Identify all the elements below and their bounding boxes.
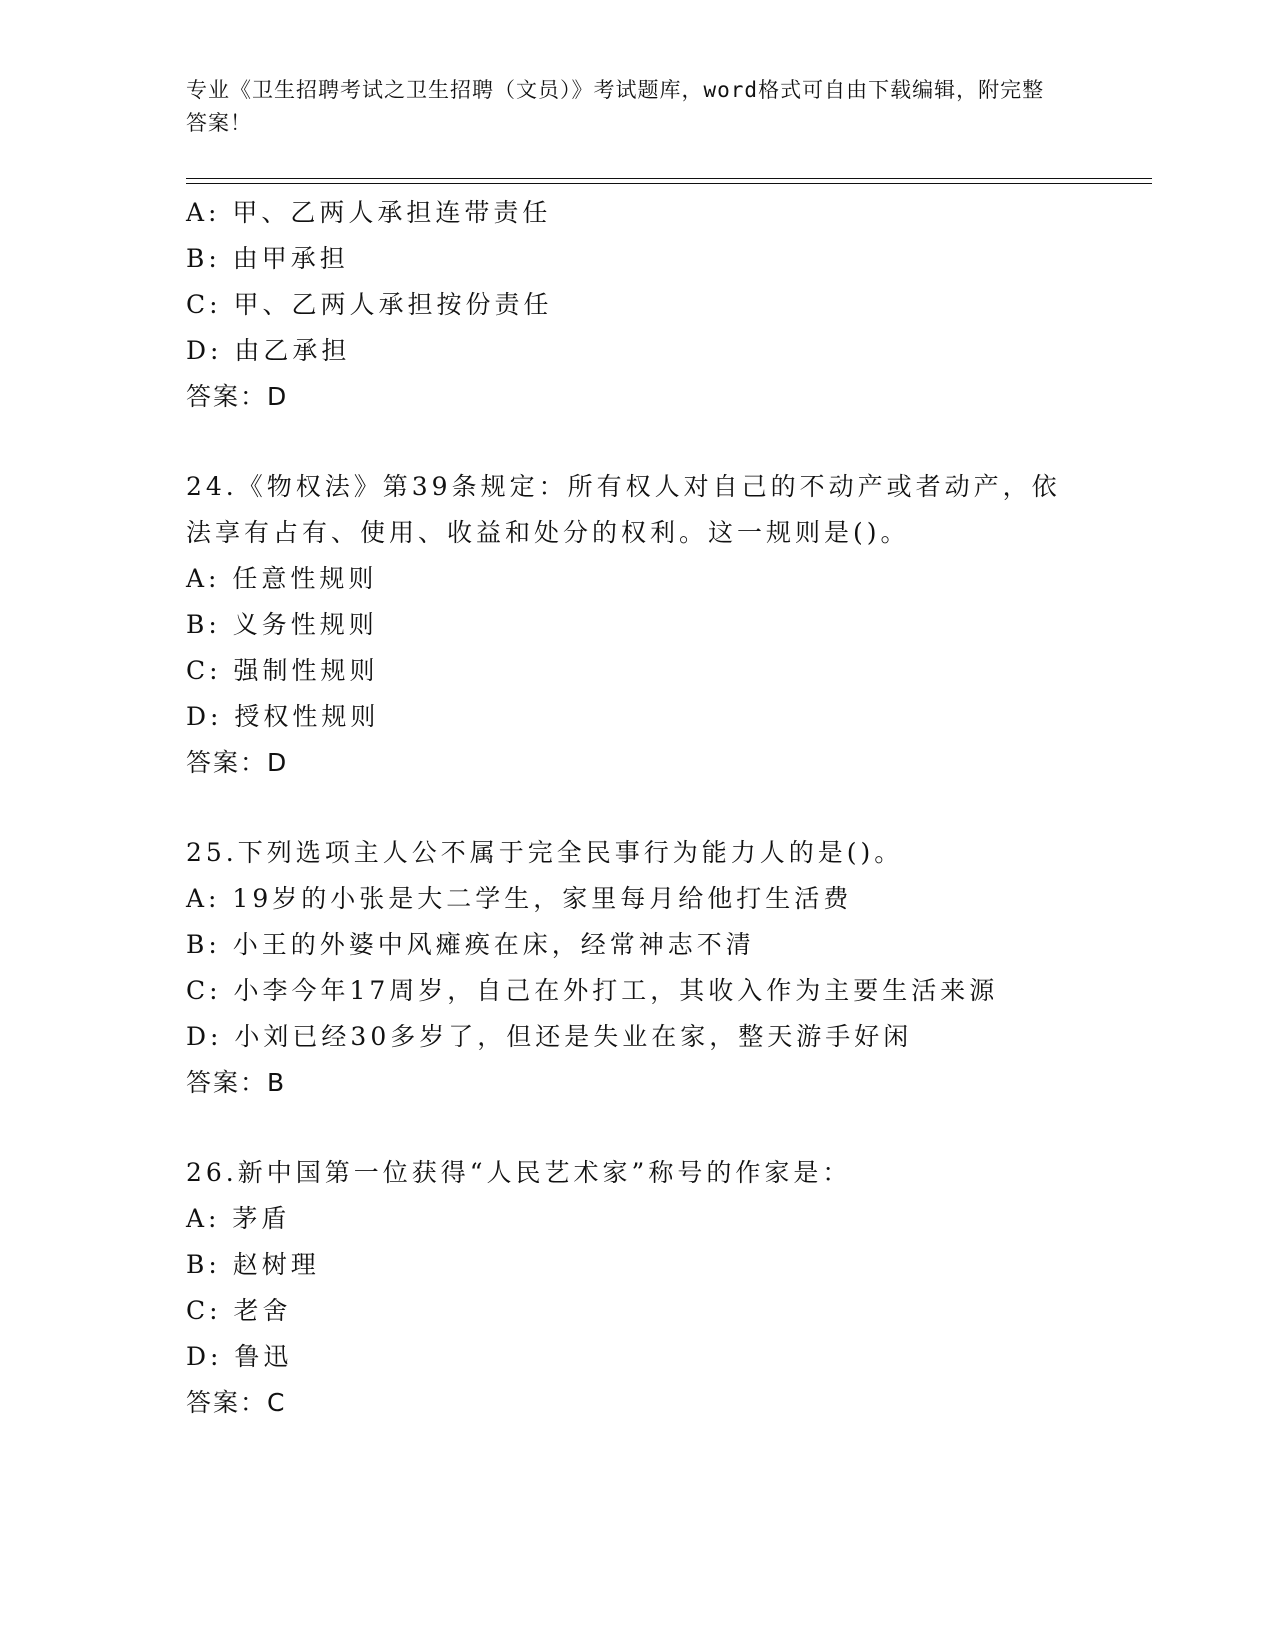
document-header: 专业《卫生招聘考试之卫生招聘（文员）》考试题库，word格式可自由下载编辑，附完整答案！ bbox=[186, 78, 1045, 135]
question-block bbox=[186, 190, 1106, 420]
option-d: D: 鲁迅 bbox=[186, 1342, 293, 1371]
option-b: B: 小王的外婆中风瘫痪在床，经常神志不清 bbox=[186, 930, 755, 959]
answer-line: 答案：D bbox=[186, 748, 289, 777]
option-d: D: 授权性规则 bbox=[186, 702, 380, 731]
option-a: A: 任意性规则 bbox=[186, 564, 378, 593]
answer-line: 答案：C bbox=[186, 1388, 287, 1417]
question-block bbox=[186, 830, 1106, 1106]
header-rule-top bbox=[186, 178, 1152, 179]
option-b: B: 由甲承担 bbox=[186, 244, 349, 273]
option-c: C: 老舍 bbox=[186, 1296, 292, 1325]
option-d: D: 由乙承担 bbox=[186, 336, 351, 365]
option-b: B: 义务性规则 bbox=[186, 610, 378, 639]
option-c: C: 强制性规则 bbox=[186, 656, 379, 685]
option-c: C: 小李今年17周岁，自己在外打工，其收入作为主要生活来源 bbox=[186, 976, 999, 1005]
question-block bbox=[186, 1150, 1106, 1426]
option-b: B: 赵树理 bbox=[186, 1250, 320, 1279]
option-d: D: 小刘已经30多岁了，但还是失业在家，整天游手好闲 bbox=[186, 1022, 913, 1051]
answer-line: 答案：D bbox=[186, 382, 289, 411]
option-c: C: 甲、乙两人承担按份责任 bbox=[186, 290, 553, 319]
question-stem: 25.下列选项主人公不属于完全民事行为能力人的是()。 bbox=[186, 838, 904, 867]
question-block bbox=[186, 464, 1106, 786]
header-rule-bottom bbox=[186, 183, 1152, 184]
answer-line: 答案：B bbox=[186, 1068, 287, 1097]
question-list bbox=[186, 190, 1106, 1426]
question-stem: 法享有占有、使用、收益和处分的权利。这一规则是()。 bbox=[186, 518, 910, 547]
question-stem: 26.新中国第一位获得“人民艺术家”称号的作家是： bbox=[186, 1158, 852, 1187]
option-a: A: 茅盾 bbox=[186, 1204, 291, 1233]
option-a: A: 甲、乙两人承担连带责任 bbox=[186, 198, 552, 227]
question-stem: 24.《物权法》第39条规定：所有权人对自己的不动产或者动产，依 bbox=[186, 472, 1061, 501]
option-a: A: 19岁的小张是大二学生，家里每月给他打生活费 bbox=[186, 884, 853, 913]
